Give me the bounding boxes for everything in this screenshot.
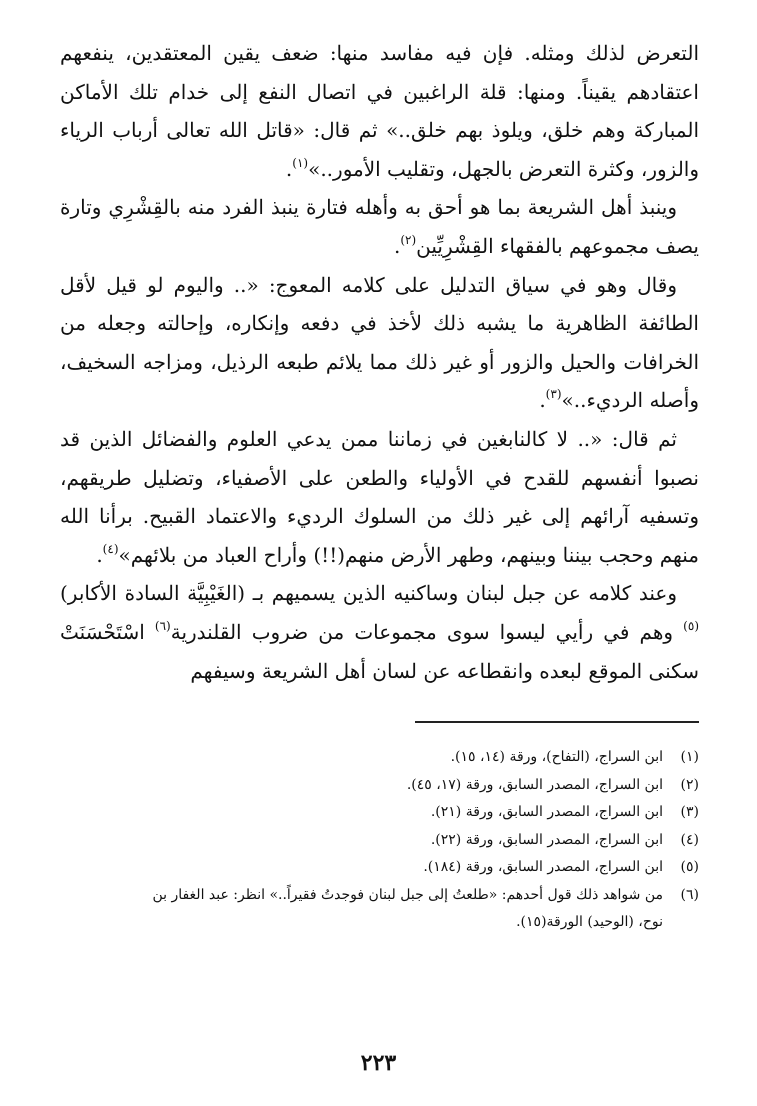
paragraph-1-text: التعرض لذلك ومثله. فإن فيه مفاسد منها: ضعف يقين المعتقدين، ينفعهم اعتقادهم يقيناً. ومنها: قلة الراغبين في اتصال النفع إلى خدام تلك الأماكن المباركة وهم خلق، ويلوذ بهم خلق..» ثم قال: «قاتل الله تعالى أرباب الرياء والزور، وكثرة التعرض بالجهل، وتقليب الأمور..» [60, 41, 699, 181]
paragraph-1 [60, 34, 699, 188]
footnote-1 [60, 744, 699, 772]
main-text [60, 34, 699, 690]
footnote-ref-1[interactable]: (١) [292, 155, 309, 170]
footnote-6-continuation: نوح، (الوحيد) الورقة(١٥). [516, 914, 663, 931]
footnote-6 [60, 882, 699, 910]
footnote-number: (٥) [680, 859, 699, 876]
paragraph-4-text: ثم قال: «.. لا كالنابغين في زماننا ممن يدعي العلوم والفضائل الذين قد نصبوا أنفسهم للقدح في الأولياء والطعن على الأصفياء، وتضليل طريقهم، وتسفيه آرائهم إلى غير ذلك من السلوك الرديء والاعتماد القبيح. برأنا الله منهم وحجب بيننا وبينهم، وطهر الأرض منهم(!!) وأراح العباد من بلائهم» [60, 426, 699, 567]
footnote-number: (٣) [680, 804, 699, 821]
paragraph-3-text: وقال وهو في سياق التدليل على كلامه المعوج: «.. واليوم لو قيل لأقل الطائفة الظاهرية ما يشبه ذلك لأخذ في دفعه وإنكاره، وإحالته وجعله من الخرافات والحيل والزور أو غير ذلك مما يلائم طبعه الرذيل، ومزاجه السخيف، وأصله الرديء..» [60, 272, 699, 413]
footnote-ref-2[interactable]: (٢) [400, 232, 417, 247]
footnote-text: ابن السراج، (التفاح)، ورقة (١٤، ١٥). [450, 749, 663, 766]
footnote-text: ابن السراج، المصدر السابق، ورقة (١٧، ٤٥). [406, 776, 663, 793]
footnote-5 [60, 854, 699, 882]
footnote-number: (٤) [680, 831, 699, 848]
page-number: ٢٢٣ [360, 1050, 397, 1076]
paragraph-5-text-c: اسْتَحْسَنَتْ سكنى الموقع لبعده وانقطاعه عن لسان أهل الشريعة وسيفهم [60, 619, 699, 683]
footnote-ref-4[interactable]: (٤) [102, 541, 119, 556]
footnote-3 [60, 799, 699, 827]
footnote-text: ابن السراج، المصدر السابق، ورقة (٢٢). [430, 831, 663, 848]
paragraph-2 [60, 188, 699, 265]
footnote-2 [60, 772, 699, 800]
paragraph-3-end: . [539, 388, 546, 413]
footnote-ref-5[interactable]: (٥) [683, 618, 699, 633]
footnote-separator-wrap [60, 690, 699, 723]
footnote-ref-3[interactable]: (٣) [545, 387, 562, 402]
footnote-text: ابن السراج، المصدر السابق، ورقة (١٨٤). [423, 859, 663, 876]
footnote-number: (٦) [680, 886, 699, 903]
footnote-number: (١) [680, 749, 699, 766]
footnote-4 [60, 827, 699, 855]
paragraph-5-text-b: وهم في رأيي ليسوا سوى مجموعات من ضروب القلندرية [170, 619, 684, 644]
footnote-text: ابن السراج، المصدر السابق، ورقة (٢١). [430, 804, 663, 821]
footnote-ref-6[interactable]: (٦) [154, 618, 171, 633]
paragraph-2-end: . [393, 233, 401, 258]
paragraph-5-text-a: وعند كلامه عن جبل لبنان وساكنيه الذين يسميهم بـ (الغَيْبِيَّة السادة الأكابر) [60, 581, 678, 606]
footnote-text: من شواهد ذلك قول أحدهم: «طلعتُ إلى جبل لبنان فوجدتُ فقيراً..» انظر: عبد الغفار بن [152, 886, 663, 903]
footnote-number: (٢) [680, 776, 699, 793]
paragraph-1-end: . [285, 156, 293, 181]
paragraph-4-end: . [96, 542, 103, 567]
paragraph-3 [60, 266, 699, 420]
paragraph-2-text: وينبذ أهل الشريعة بما هو أحق به وأهله فتارة ينبذ الفرد منه بالقِشْرِي وتارة يصف مجموعهم بالفقهاء القِشْرِيِّين [60, 195, 699, 258]
footnotes [60, 744, 699, 937]
paragraph-4 [60, 420, 699, 574]
paragraph-5 [60, 574, 699, 690]
footnote-separator [415, 721, 699, 723]
